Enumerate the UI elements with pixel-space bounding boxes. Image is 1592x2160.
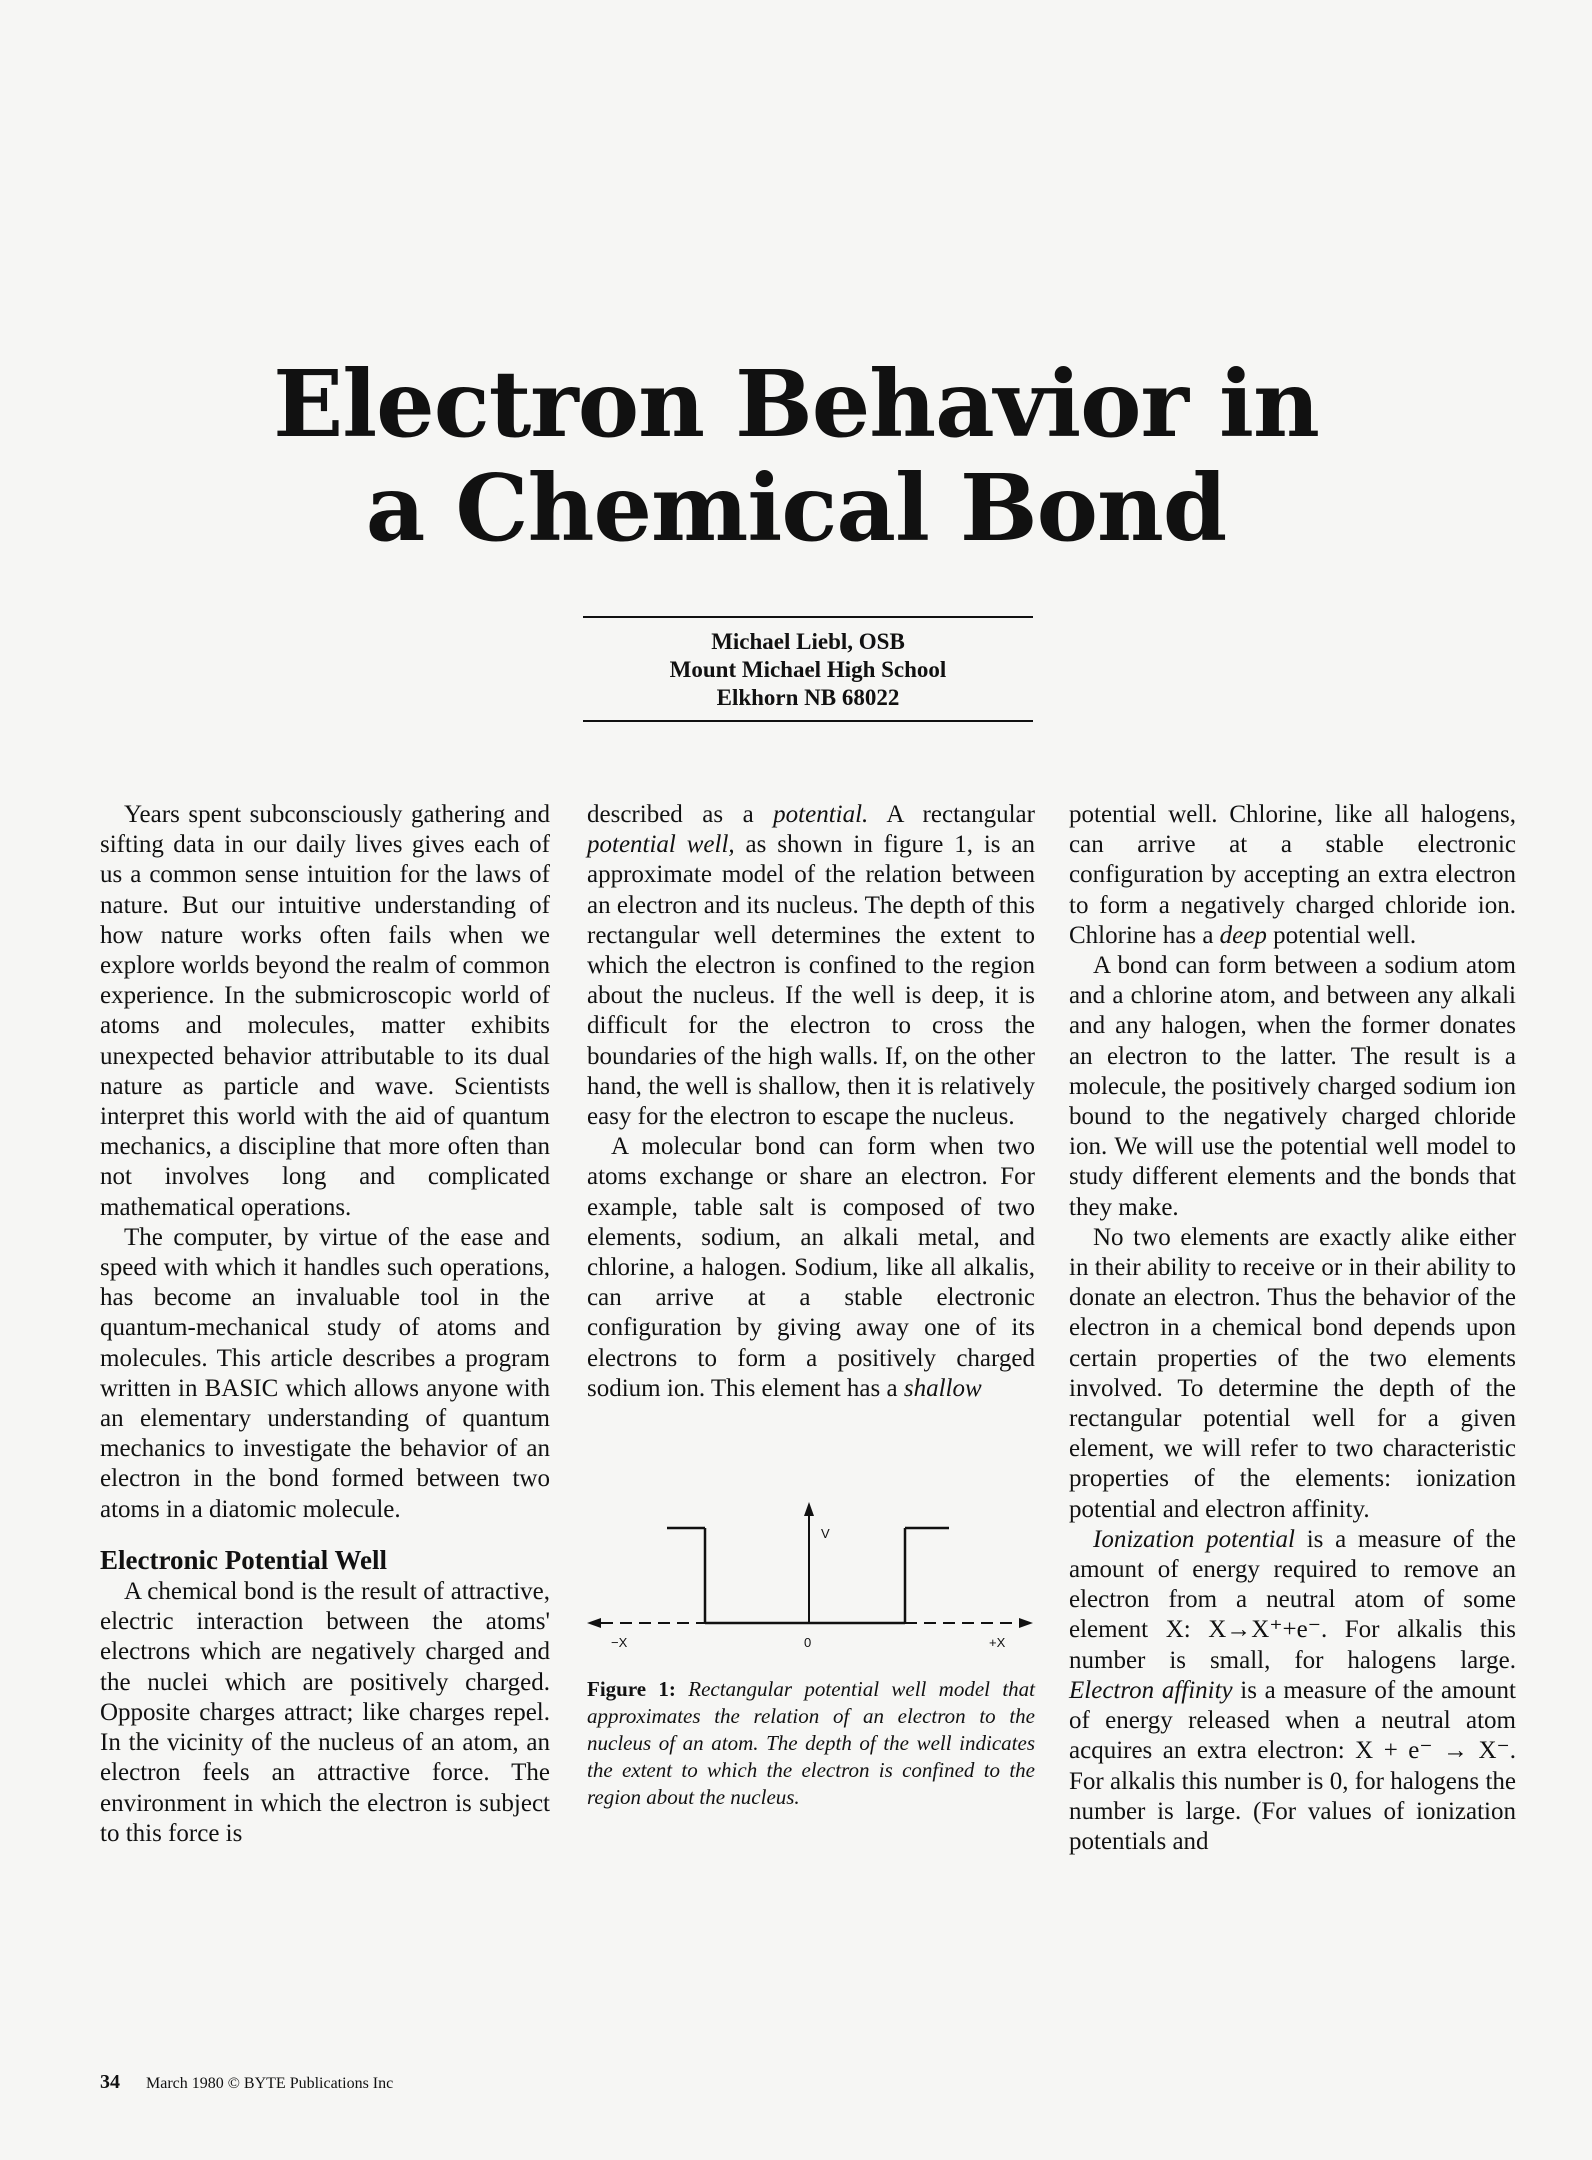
pos-x-label: +X [989, 1635, 1006, 1651]
title-line-1: Electron Behavior in [273, 350, 1319, 458]
v-label: V [821, 1526, 830, 1542]
byline [583, 616, 1033, 722]
caption-text: Rectangular potential well model that approximates the relation of an electron to the nucleus of an atom. The depth of the well indicates the extent to which the electron is confined to the region about the nucleus. [587, 1677, 1035, 1810]
caption-label: Figure 1: [587, 1677, 676, 1702]
x-axis-left-arrow [587, 1618, 601, 1628]
author-location: Elkhorn NB 68022 [716, 685, 900, 710]
paragraph: A molecular bond can form when two atoms exchange or share an electron. For example, table salt is composed of two elements, sodium, an alkali metal, and chlorine, a halogen. Sodium, like all alkalis, can arrive at a stable electronic configuration by giving away one of its electrons to form a positively charged sodium ion. This element has a shallow [587, 1133, 1035, 1402]
publication-credit: March 1980 © BYTE Publications Inc [146, 2075, 394, 2092]
column-3 [1069, 800, 1516, 1857]
x-axis-right-arrow [1019, 1618, 1033, 1628]
paragraph: A chemical bond is the result of attractive, electric interaction between the atoms' electrons which are negatively charged and the nuclei which are positively charged. Opposite charges attract; like charges repel. In the vicinity of the nucleus of an atom, an electron feels an attractive force. The environment in which the electron is subject to this force is [100, 1578, 550, 1847]
paragraph: Years spent subconsciously gathering and sifting data in our daily lives gives each of us a common sense intuition for the laws of nature. But our intuitive understanding of how nature works often fails when we explore worlds beyond the realm of common experience. In the submicroscopic world of atoms and molecules, matter exhibits unexpected behavior attributable to its dual nature as particle and wave. Scientists interpret this world with the aid of quantum mechanics, a discipline that more often than not involves long and complicated mathematical operations. [100, 801, 550, 1221]
author-school: Mount Michael High School [669, 657, 947, 682]
zero-label: 0 [804, 1635, 812, 1651]
section-heading: Electronic Potential Well [100, 1544, 387, 1575]
potential-well-diagram [587, 1502, 1035, 1662]
article-title [0, 352, 1592, 560]
title-line-2: a Chemical Bond [365, 454, 1227, 562]
figure-1 [587, 1502, 1035, 1811]
paragraph: potential well. Chlorine, like all halogens, can arrive at a stable electronic configuration by accepting an extra electron to form a negatively charged chloride ion. Chlorine has a deep potential well. [1069, 801, 1516, 949]
paragraph: described as a potential. A rectangular potential well, as shown in figure 1, is an approximate model of the relation between an electron and its nucleus. The depth of this rectangular well determines the extent to which the electron is confined to the region about the nucleus. If the well is deep, it is difficult for the electron to cross the boundaries of the high walls. If, on the other hand, the well is shallow, then it is relatively easy for the electron to escape the nucleus. [587, 801, 1035, 1131]
page-footer [100, 2071, 393, 2094]
author-name: Michael Liebl, OSB [711, 629, 905, 654]
paragraph: The computer, by virtue of the ease and speed with which it handles such operations, has become an invaluable tool in the quantum-mechanical study of atoms and molecules. This article describes a program written in BASIC which allows anyone with an elementary understanding of quantum mechanics to investigate the behavior of an electron in the bond formed between two atoms in a diatomic molecule. [100, 1223, 550, 1523]
column-1 [100, 800, 550, 1849]
paragraph: Ionization potential is a measure of the amount of energy required to remove an electron from a neutral atom of some element X: X→X⁺+e⁻. For alkalis this number is small, for halogens large. Electron affinity is a measure of the amount of energy released when a neutral atom acquires an extra electron: X + e⁻ → X⁻. For alkalis this number is 0, for halogens the number is large. (For values of ionization potentials and [1069, 1525, 1516, 1855]
paragraph: No two elements are exactly alike either in their ability to receive or in their ability to donate an electron. Thus the behavior of the electron in a chemical bond depends upon certain properties of the two elements involved. To determine the depth of the rectangular potential well for a given element, we will refer to two characteristic properties of the elements: ionization potential and electron affinity. [1069, 1223, 1516, 1523]
neg-x-label: −X [611, 1635, 628, 1651]
page-number: 34 [100, 2071, 120, 2093]
paragraph: A bond can form between a sodium atom and a chlorine atom, and between any alkali and any halogen, when the former donates an electron to the latter. The result is a molecule, the positively charged sodium ion bound to the negatively charged chloride ion. We will use the potential well model to study different elements and the bonds that they make. [1069, 952, 1516, 1221]
figure-caption [587, 1676, 1035, 1811]
column-2 [587, 800, 1035, 1811]
v-axis-arrow [804, 1502, 814, 1516]
